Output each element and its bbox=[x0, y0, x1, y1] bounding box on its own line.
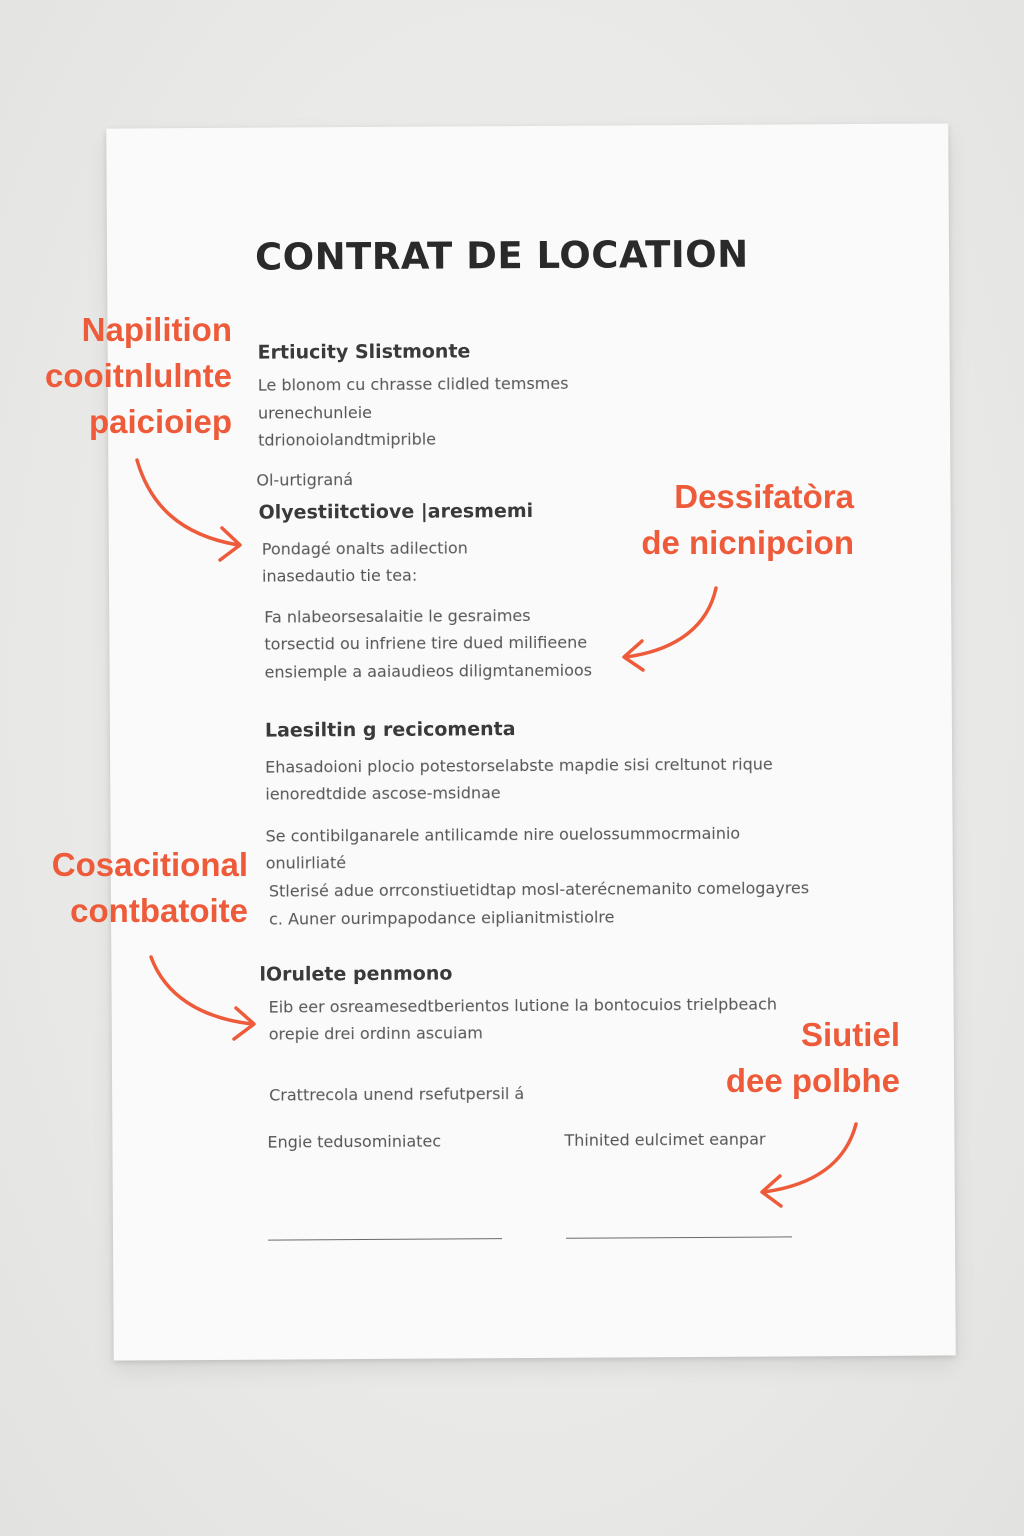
section-1-line-3: tdrionoiolandtmiprible bbox=[258, 429, 437, 450]
section-4-line-2: orepie drei ordinn ascuiam bbox=[268, 1023, 483, 1044]
section-2-line-2: inasedautio tie tea: bbox=[261, 565, 418, 586]
section-3-line-2: ienoredtdide ascose-msidnae bbox=[265, 783, 501, 804]
annotation-bottom-right bbox=[704, 1012, 900, 1104]
section-3-line-5: Stlerisé adue orrconstiuetidtap mosl-aterécnemanito comelogayres bbox=[268, 878, 810, 901]
section-2-heading: Olyestiitctiove |aresmemi bbox=[258, 499, 534, 524]
section-2-line-1: Pondagé onalts adilection bbox=[261, 538, 468, 559]
section-3-line-6: c. Auner ourimpapodance eiplianitmistiolre bbox=[269, 907, 615, 929]
section-1-heading: Ertiucity Slistmonte bbox=[257, 340, 471, 364]
annotation-right-middle bbox=[628, 474, 854, 566]
annotation-left-lower bbox=[44, 842, 248, 934]
section-3-heading: Laesiltin g recicomenta bbox=[264, 718, 516, 742]
signature-line-right bbox=[566, 1236, 792, 1238]
section-2-line-3: Fa nlabeorsesalaitie le gesraimes bbox=[264, 606, 531, 627]
section-3-line-1: Ehasadoioni plocio potestorselabste mapdie sisi creltunot rique bbox=[265, 754, 773, 777]
section-2-line-5: ensiemple a aaiaudieos diligmtanemioos bbox=[264, 660, 593, 682]
section-4-line-1: Eib eer osreamesedtberientos lutione la bontocuios trielpbeach bbox=[268, 994, 778, 1017]
location-date-line: Crattrecola unend rsefutpersil á bbox=[269, 1084, 525, 1105]
annotation-right-middle-line-1: Dessifatòra bbox=[674, 478, 854, 515]
signature-line-left bbox=[268, 1238, 502, 1240]
contract-page bbox=[106, 123, 956, 1360]
section-1-line-1: Le blonom cu chrasse clidled temsmes bbox=[257, 373, 569, 395]
annotation-bottom-right-line-1: Siutiel bbox=[800, 1016, 900, 1053]
section-2-label: Ol-urtigraná bbox=[256, 470, 354, 490]
document-title: CONTRAT DE LOCATION bbox=[254, 232, 749, 279]
section-4-heading: lOrulete penmono bbox=[259, 962, 453, 986]
annotation-top-left-line-1: Napilition bbox=[81, 311, 232, 348]
signature-label-left: Engie tedusominiatec bbox=[267, 1131, 442, 1152]
signature-label-right: Thinited eulcimet eanpar bbox=[564, 1129, 766, 1150]
annotation-left-lower-line-2: contbatoite bbox=[70, 892, 248, 929]
section-2-line-4: torsectid ou infriene tire dued milifieene bbox=[264, 632, 588, 654]
section-3-line-3: Se contibilganarele antilicamde nire ouelossummocrmainio bbox=[265, 823, 741, 846]
annotation-top-left-line-2: cooitnlulnte bbox=[45, 357, 232, 394]
section-3-line-4: onulirliaté bbox=[265, 853, 347, 873]
annotation-left-lower-line-1: Cosacitional bbox=[51, 846, 248, 883]
annotation-top-left bbox=[40, 307, 232, 445]
annotation-bottom-right-line-2: dee polbhe bbox=[725, 1062, 900, 1099]
annotation-right-middle-line-2: de nicnipcion bbox=[641, 524, 854, 561]
annotation-top-left-line-3: paicioiep bbox=[88, 403, 232, 440]
section-1-line-2: urenechunleie bbox=[257, 402, 373, 423]
